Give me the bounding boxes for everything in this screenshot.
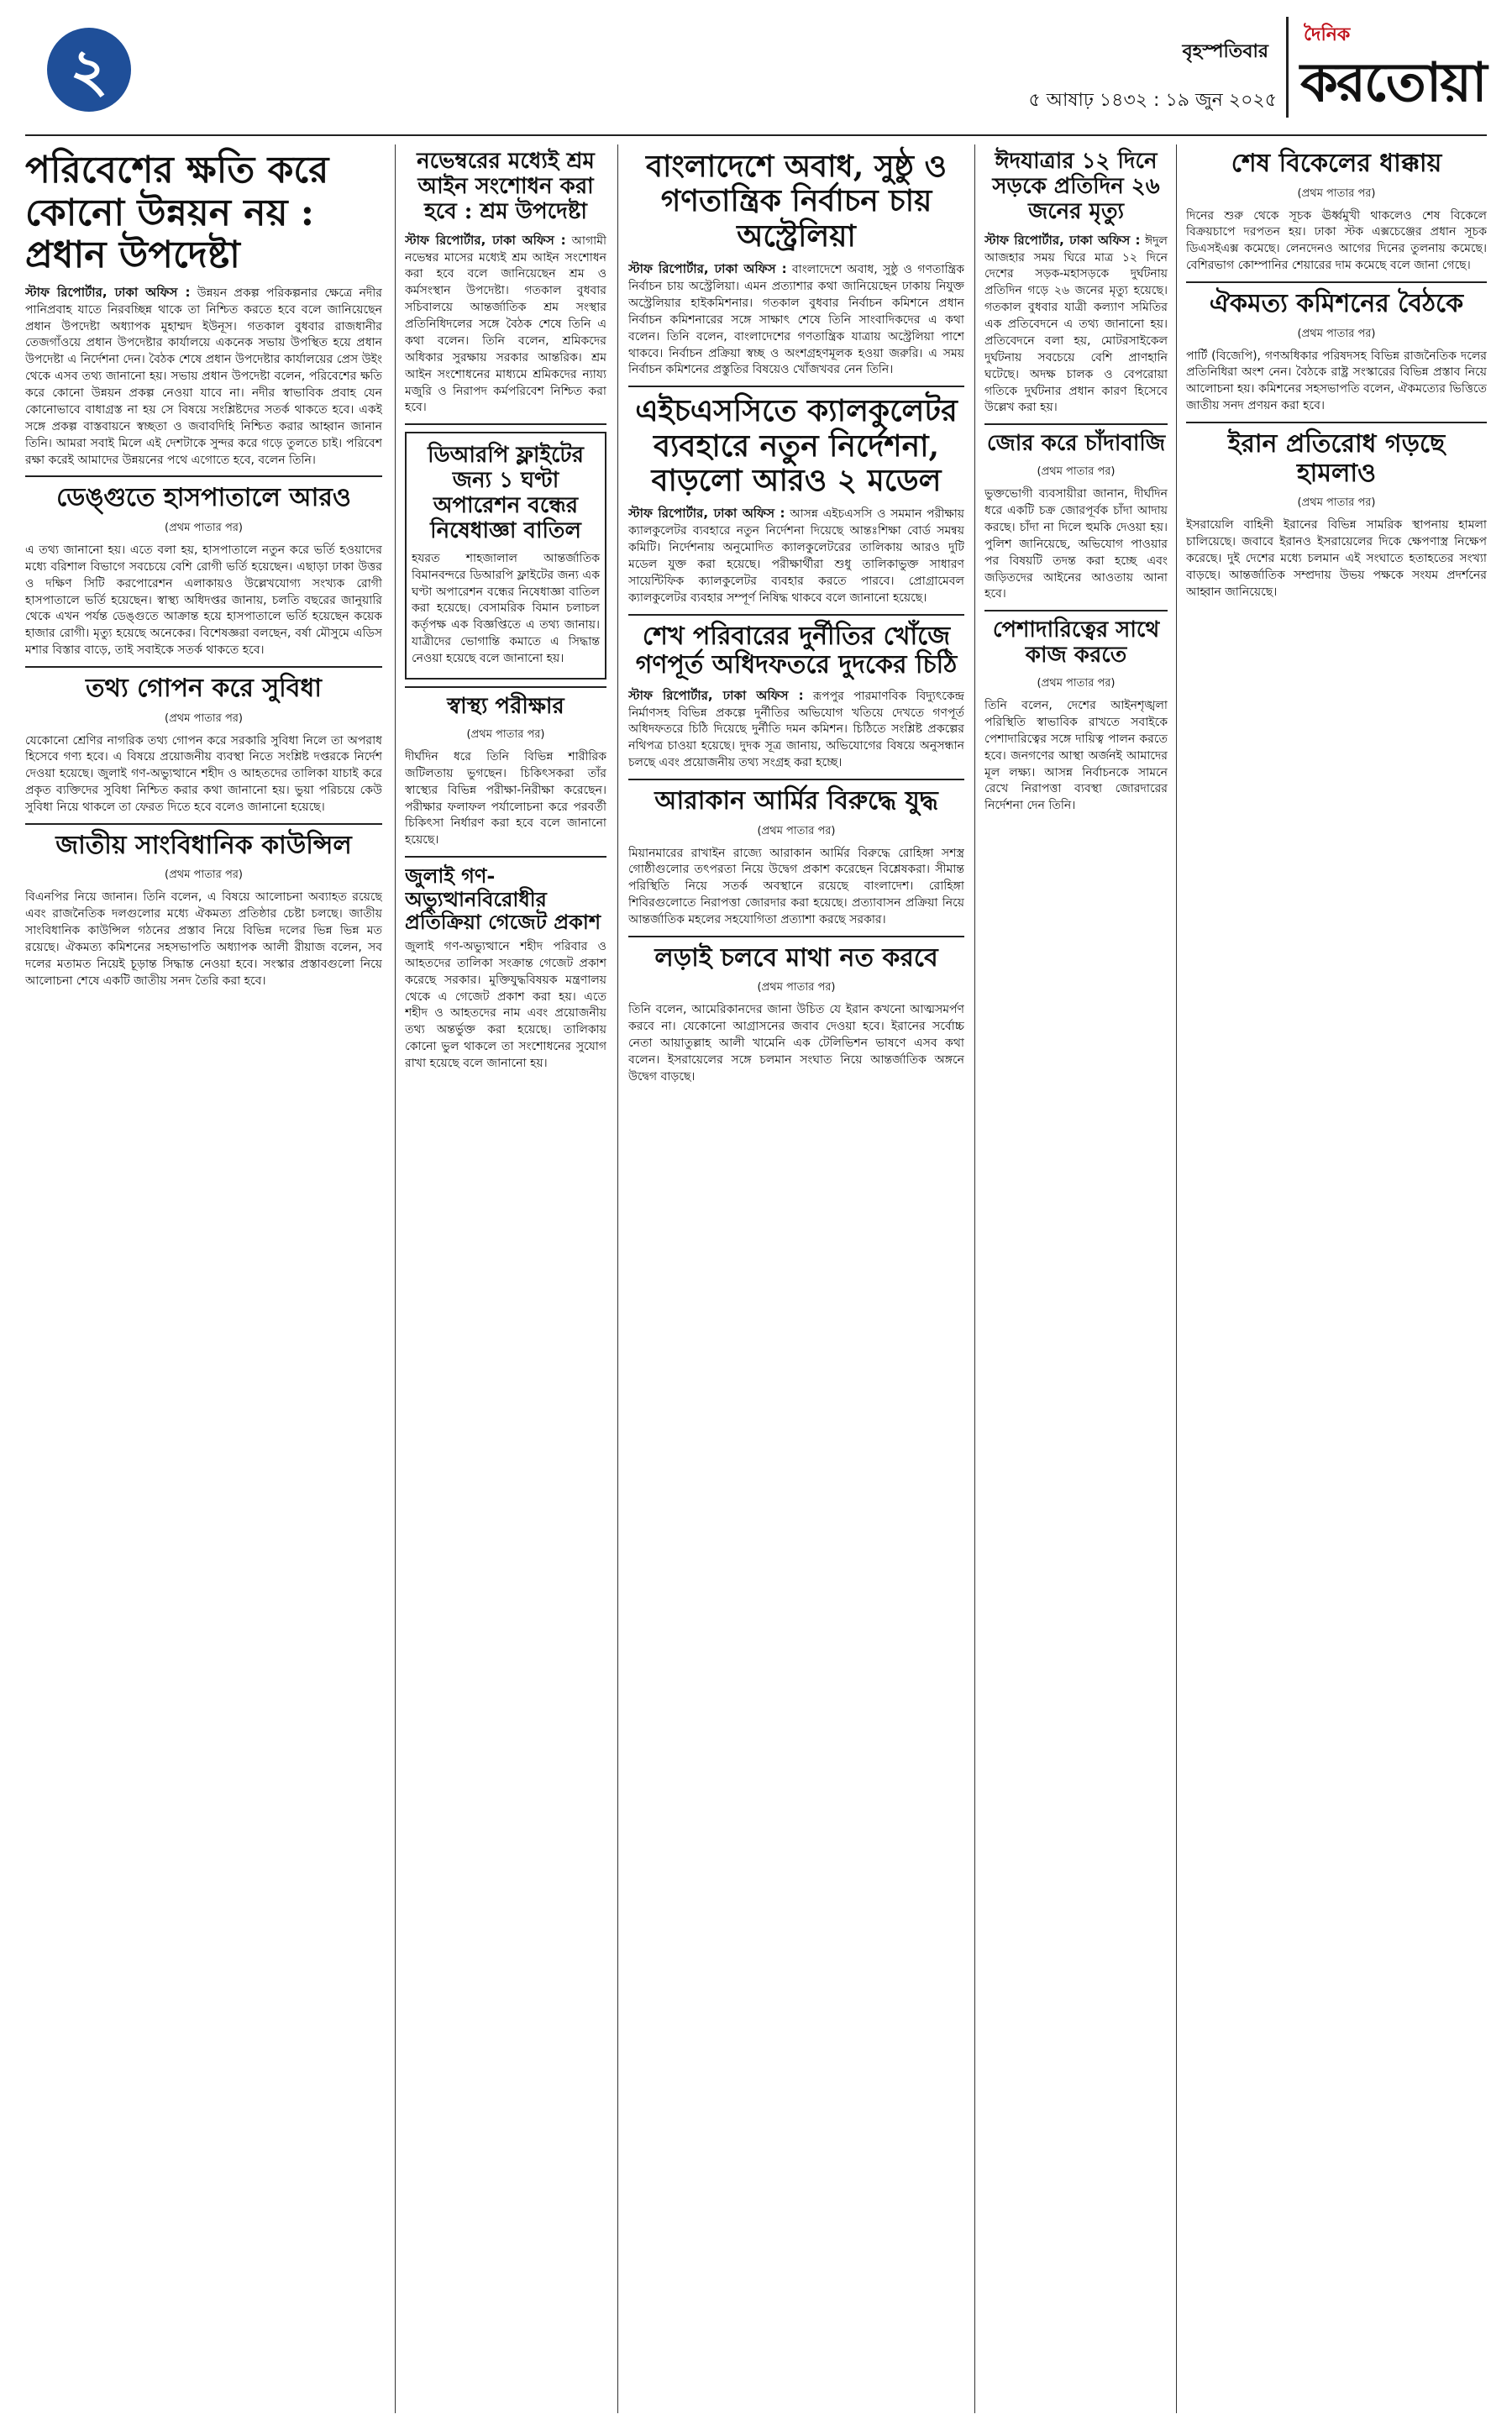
article-headline: ইরান প্রতিরোধ গড়ছে হামলাও	[1227, 429, 1446, 488]
article-body: এ তথ্য জানানো হয়। এতে বলা হয়, হাসপাতালে নতুন করে ভর্তি হওয়াদের মধ্যে বরিশাল বিভাগে সবচেয়ে বেশি রোগী ভর্তি হয়েছেন। এছাড়া ঢাকা উত্তর ও দক্ষিণ সিটি করপোরেশন এলাকায়ও উল্লেখযোগ্য সংখ্যক রোগী হাসপাতালে ভর্তি হয়েছেন। স্বাস্থ্য অধিদপ্তর জানায়, চলতি বছরের জানুয়ারি থেকে এখন পর্যন্ত ডেঙ্গুতে আক্রান্ত হয়ে হাসপাতালে ভর্তি হয়েছেন কয়েক হাজার রোগী। মৃত্যু হয়েছে অনেকের। বিশেষজ্ঞরা বলছেন, বর্ষা মৌসুমে এডিস মশার বিস্তার বাড়ে, তাই সবাইকে সতর্ক থাকতে হবে।	[25, 543, 382, 658]
page-number: ২	[70, 36, 108, 105]
body-text: আগামী নভেম্বর মাসের মধ্যেই শ্রম আইন সংশোধন করা হবে বলে জানিয়েছেন শ্রম ও কর্মসংস্থান উপদেষ্টা। গতকাল বুধবার সচিবালয়ে আন্তর্জাতিক শ্রম সংস্থার প্রতিনিধিদলের সঙ্গে বৈঠক শেষে তিনি এ কথা বলেন। তিনি বলেন, শ্রমিকদের অধিকার সুরক্ষায় সরকার আন্তরিক। শ্রম আইন সংশোধনের মাধ্যমে শ্রমিকদের ন্যায্য মজুরি ও নিরাপদ কর্মপরিবেশ নিশ্চিত করা হবে।	[405, 234, 606, 415]
article-headline: পরিবেশের ক্ষতি করে কোনো উন্নয়ন নয় : প্রধান উপদেষ্টা	[25, 149, 329, 277]
column-c	[628, 144, 964, 2413]
continued-label: (প্রথম পাতার পর)	[165, 711, 243, 725]
article	[628, 622, 964, 772]
body-text: রূপপুর পারমাণবিক বিদ্যুৎকেন্দ্র নির্মাণসহ বিভিন্ন প্রকল্পে দুর্নীতির অভিযোগ খতিয়ে দেখতে গণপূর্ত অধিদফতরে চিঠি দিয়েছে দুর্নীতি দমন কমিশন। চিঠিতে সংশ্লিষ্ট প্রকল্পের নথিপত্র চাওয়া হয়েছে। দুদক সূত্র জানায়, অভিযোগের বিষয়ে অনুসন্ধান চলছে এবং প্রয়োজনীয় তথ্য সংগ্রহ করা হচ্ছে।	[628, 689, 964, 770]
page-number-badge	[40, 24, 141, 116]
article-headline: স্বাস্থ্য পরীক্ষার	[447, 693, 564, 719]
byline: স্টাফ রিপোর্টার, ঢাকা অফিস :	[628, 261, 787, 277]
column-divider	[395, 144, 396, 2413]
article	[25, 832, 382, 990]
column-b	[405, 144, 606, 2413]
continued-label: (প্রথম পাতার পর)	[466, 727, 545, 741]
body-text: আসন্ন এইচএসসি ও সমমান পরীক্ষায় ক্যালকুলেটর ব্যবহারে নতুন নির্দেশনা দিয়েছে আন্তঃশিক্ষা বোর্ড সমন্বয় কমিটি। নির্দেশনায় অনুমোদিত ক্যালকুলেটরের তালিকায় আরও দুটি মডেল যুক্ত করা হয়েছে। পরীক্ষার্থীরা শুধু তালিকাভুক্ত সাধারণ সায়েন্টিফিক ক্যালকুলেটর ব্যবহার করতে পারবে। প্রোগ্রামেবল ক্যালকুলেটর ব্যবহার সম্পূর্ণ নিষিদ্ধ থাকবে বলে জানানো হয়েছে।	[628, 507, 964, 605]
article-body: ভুক্তভোগী ব্যবসায়ীরা জানান, দীর্ঘদিন ধরে একটি চক্র জোরপূর্বক চাঁদা আদায় করছে। চাঁদা না দিলে হুমকি দেওয়া হয়। পুলিশ জানিয়েছে, অভিযোগ পাওয়ার পর বিষয়টি তদন্ত করা হচ্ছে এবং জড়িতদের আইনের আওতায় আনা হবে।	[984, 487, 1168, 601]
article	[405, 432, 606, 680]
continued-label: (প্রথম পাতার পর)	[165, 869, 243, 882]
byline: স্টাফ রিপোর্টার, ঢাকা অফিস :	[984, 232, 1141, 248]
column-divider	[974, 144, 975, 2413]
article-body: দিনের শুরু থেকে সূচক ঊর্ধ্বমুখী থাকলেও শেষ বিকেলে বিক্রয়চাপে দরপতন হয়। ঢাকা স্টক এক্সচেঞ্জের প্রধান সূচক ডিএসইএক্স কমেছে। লেনদেনও আগের দিনের তুলনায় কমেছে। বেশিরভাগ কোম্পানির শেয়ারের দাম কমেছে বলে জানা গেছে।	[1186, 208, 1487, 273]
body-text: ঈদুল আজহার সময় ঘিরে মাত্র ১২ দিনে দেশের সড়ক-মহাসড়কে দুর্ঘটনায় প্রতিদিন গড়ে ২৬ জনের মৃত্যু হয়েছে। গতকাল বুধবার যাত্রী কল্যাণ সমিতির এক প্রতিবেদনে এ তথ্য জানানো হয়। প্রতিবেদনে বলা হয়, মোটরসাইকেল দুর্ঘটনায় সবচেয়ে বেশি প্রাণহানি ঘটেছে। অদক্ষ চালক ও বেপরোয়া গতিকে দুর্ঘটনার প্রধান কারণ হিসেবে উল্লেখ করা হয়।	[984, 234, 1168, 415]
article-headline: পেশাদারিত্বের সাথে কাজ করতে	[992, 617, 1160, 669]
divider	[405, 856, 606, 858]
byline: স্টাফ রিপোর্টার, ঢাকা অফিস :	[25, 284, 191, 300]
article	[25, 674, 382, 816]
article-headline: আরাকান আর্মির বিরুদ্ধে যুদ্ধ	[654, 786, 938, 816]
continued-label: (প্রথম পাতার পর)	[1037, 677, 1116, 690]
continued-label: (প্রথম পাতার পর)	[757, 824, 836, 837]
article	[984, 432, 1168, 603]
article-body: জুলাই গণ-অভ্যুত্থানে শহীদ পরিবার ও আহতদের তালিকা সংক্রান্ত গেজেট প্রকাশ করেছে সরকার। মুক্তিযুদ্ধবিষয়ক মন্ত্রণালয় থেকে এ গেজেট প্রকাশ করা হয়। এতে শহীদ ও আহতদের নাম এবং প্রয়োজনীয় তথ্য অন্তর্ভুক্ত করা হয়েছে। তালিকায় কোনো ভুল থাকলে তা সংশোধনের সুযোগ রাখা হয়েছে বলে জানানো হয়।	[405, 939, 606, 1071]
article-headline: বাংলাদেশে অবাধ, সুষ্ঠু ও গণতান্ত্রিক নির্বাচন চায় অস্ট্রেলিয়া	[645, 149, 948, 254]
article-headline: তথ্য গোপন করে সুবিধা	[86, 674, 322, 704]
article	[984, 150, 1168, 417]
article-body	[405, 232, 606, 417]
continued-label: (প্রথম পাতার পর)	[1037, 465, 1116, 479]
article	[628, 150, 964, 379]
body-text: উন্নয়ন প্রকল্প পরিকল্পনার ক্ষেত্রে নদীর পানিপ্রবাহ যাতে নিরবচ্ছিন্ন থাকে তা নিশ্চিত করতে হবে বলে জানিয়েছেন প্রধান উপদেষ্টা অধ্যাপক মুহাম্মদ ইউনূস। গতকাল বুধবার রাজধানীর তেজগাঁওয়ে প্রধান উপদেষ্টার কার্যালয়ে একনেক সভায় উপস্থিত হয়ে প্রধান উপদেষ্টা এ নির্দেশনা দেন। বৈঠক শেষে প্রধান উপদেষ্টার কার্যালয়ের প্রেস উইং থেকে এসব তথ্য জানানো হয়। সভায় প্রধান উপদেষ্টা বলেন, পরিবেশের ক্ষতি করে কোনো উন্নয়ন প্রকল্প নেওয়া যাবে না। নদীর স্বাভাবিক প্রবাহ যেন কোনোভাবে বাধাগ্রস্ত না হয় সে বিষয়ে সংশ্লিষ্টদের সতর্ক থাকতে হবে। একই সঙ্গে প্রকল্প বাস্তবায়নে স্বচ্ছতা ও জবাবদিহি নিশ্চিত করার আহ্বান জানান তিনি। আমরা সবাই মিলে এই দেশটাকে সুন্দর করে গড়ে তুলতে চাই। পরিবেশ রক্ষা করেই আমাদের উন্নয়নের পথে এগোতে হবে, বলেন তিনি।	[25, 286, 382, 467]
body-text: বাংলাদেশে অবাধ, সুষ্ঠু ও গণতান্ত্রিক নির্বাচন চায় অস্ট্রেলিয়া। এমন প্রত্যাশার কথা জানিয়েছেন ঢাকায় নিযুক্ত অস্ট্রেলিয়ার হাইকমিশনার। গতকাল বুধবার নির্বাচন কমিশনে প্রধান নির্বাচন কমিশনারের সঙ্গে সাক্ষাৎ শেষে তিনি সাংবাদিকদের এ কথা বলেন। তিনি বলেন, বাংলাদেশের গণতান্ত্রিক যাত্রায় অস্ট্রেলিয়া পাশে থাকবে। নির্বাচন প্রক্রিয়া স্বচ্ছ ও অংশগ্রহণমূলক হওয়া জরুরি। এ সময় নির্বাচন কমিশনের প্রস্তুতির বিষয়েও খোঁজখবর নেন তিনি।	[628, 263, 964, 377]
article-headline: ঐকমত্য কমিশনের বৈঠকে	[1209, 289, 1464, 318]
divider	[984, 610, 1168, 611]
article-body: হযরত শাহজালাল আন্তর্জাতিক বিমানবন্দরে ডিআরপি ফ্লাইটের জন্য এক ঘণ্টা অপারেশন বন্ধের নিষেধাজ্ঞা বাতিল করা হয়েছে। বেসামরিক বিমান চলাচল কর্তৃপক্ষ এক বিজ্ঞপ্তিতে এ তথ্য জানায়। যাত্রীদের ভোগান্তি কমাতে এ সিদ্ধান্ত নেওয়া হয়েছে বলে জানানো হয়।	[412, 551, 600, 666]
article	[25, 484, 382, 659]
divider	[1186, 281, 1487, 283]
article-body: বিএনপির নিয়ে জানান। তিনি বলেন, এ বিষয়ে আলোচনা অব্যাহত রয়েছে এবং রাজনৈতিক দলগুলোর মধ্যে ঐকমত্য প্রতিষ্ঠার চেষ্টা চলছে। জাতীয় সাংবিধানিক কাউন্সিল গঠনের প্রস্তাব নিয়ে বিভিন্ন দলের ভিন্ন ভিন্ন মত রয়েছে। ঐকমত্য কমিশনের সহসভাপতি অধ্যাপক আলী রীয়াজ বলেন, সব দলের মতামত নিয়েই চূড়ান্ত সিদ্ধান্ত নেওয়া হবে। সংস্কার প্রস্তাবগুলো নিয়ে আলোচনা শেষে একটি জাতীয় সনদ তৈরি করা হবে।	[25, 890, 382, 988]
byline: স্টাফ রিপোর্টার, ঢাকা অফিস :	[405, 232, 566, 248]
article-body: পার্টি (বিজেপি), গণঅধিকার পরিষদসহ বিভিন্ন রাজনৈতিক দলের প্রতিনিধিরা অংশ নেন। বৈঠকে রাষ্ট্র সংস্কারের বিভিন্ন প্রস্তাব নিয়ে আলোচনা হয়। কমিশনের সহসভাপতি বলেন, ঐকমত্যের ভিত্তিতে জাতীয় সনদ প্রণয়ন করা হবে।	[1186, 349, 1487, 413]
article-headline: শেখ পরিবারের দুর্নীতির খোঁজে গণপূর্ত অধিদফতরে দুদকের চিঠি	[635, 621, 958, 680]
divider	[628, 936, 964, 937]
article-body: যেকোনো শ্রেণির নাগরিক তথ্য গোপন করে সরকারি সুবিধা নিলে তা অপরাধ হিসেবে গণ্য হবে। এ বিষয়ে প্রয়োজনীয় ব্যবস্থা নিতে সংশ্লিষ্ট দপ্তরকে নির্দেশ দেওয়া হয়েছে। জুলাই গণ-অভ্যুত্থানে শহীদ ও আহতদের তালিকা যাচাই করে প্রকৃত ব্যক্তিদের সুবিধা নিশ্চিত করার কথা জানানো হয়। ভুয়া পরিচয়ে কেউ সুবিধা নিয়ে থাকলে তা ফেরত দিতে হবে বলেও জানানো হয়েছে।	[25, 733, 382, 815]
article-body	[25, 284, 382, 470]
article-body	[628, 687, 964, 772]
article-headline: ডিআরপি ফ্লাইটের জন্য ১ ঘণ্টা অপারেশন বন্ধের নিষেধাজ্ঞা বাতিল	[428, 443, 584, 543]
article-body: মিয়ানমারের রাখাইন রাজ্যে আরাকান আর্মির বিরুদ্ধে রোহিঙ্গা সশস্ত্র গোষ্ঠীগুলোর তৎপরতা নিয়ে উদ্বেগ প্রকাশ করেছেন বিশ্লেষকরা। সীমান্ত পরিস্থিতি নিয়ে সতর্ক অবস্থানে রয়েছে বাংলাদেশ। রোহিঙ্গা শিবিরগুলোতে নিরাপত্তা জোরদার করা হয়েছে। প্রত্যাবাসন প্রক্রিয়া নিয়ে আন্তর্জাতিক মহলের সহযোগিতা প্রত্যাশা করছে সরকার।	[628, 846, 964, 927]
article-headline: জাতীয় সাংবিধানিক কাউন্সিল	[55, 830, 352, 860]
column-divider	[1176, 144, 1177, 2413]
article	[405, 695, 606, 849]
article	[405, 150, 606, 417]
article	[1186, 290, 1487, 415]
divider	[628, 614, 964, 616]
divider	[984, 423, 1168, 425]
article-body	[628, 505, 964, 606]
article-headline: ঈদযাত্রার ১২ দিনে সড়কে প্রতিদিন ২৬ জনের মৃত্যু	[992, 149, 1160, 224]
continued-label: (প্রথম পাতার পর)	[165, 521, 243, 534]
divider	[1186, 422, 1487, 423]
column-a	[25, 144, 382, 2413]
divider	[25, 666, 382, 668]
continued-label: (প্রথম পাতার পর)	[1297, 496, 1376, 509]
article-body: তিনি বলেন, দেশের আইনশৃঙ্খলা পরিস্থিতি স্বাভাবিক রাখতে সবাইকে পেশাদারিত্বের সঙ্গে দায়িত্ব পালন করতে হবে। জনগণের আস্থা অর্জনই আমাদের মূল লক্ষ্য। আসন্ন নির্বাচনকে সামনে রেখে নিরাপত্তা ব্যবস্থা জোরদারের নির্দেশনা দেন তিনি।	[984, 699, 1168, 813]
divider	[25, 823, 382, 825]
continued-label: (প্রথম পাতার পর)	[1297, 186, 1376, 200]
byline: স্টাফ রিপোর্টার, ঢাকা অফিস :	[628, 506, 785, 522]
article	[628, 787, 964, 929]
article-body	[628, 260, 964, 379]
issue-date: ৫ আষাঢ় ১৪৩২ : ১৯ জুন ২০২৫	[1028, 90, 1277, 111]
divider	[405, 686, 606, 688]
article-headline: নভেম্বরের মধ্যেই শ্রম আইন সংশোধন করা হবে : শ্রম উপদেষ্টা	[417, 149, 595, 224]
continued-label: (প্রথম পাতার পর)	[1297, 327, 1376, 340]
article	[1186, 430, 1487, 601]
newspaper-logo	[1286, 17, 1486, 118]
article-headline: ডেঙ্গুতে হাসপাতালে আরও	[56, 483, 351, 513]
byline: স্টাফ রিপোর্টার, ঢাকা অফিস :	[628, 687, 804, 703]
article-headline: জুলাই গণ-অভ্যুত্থানবিরোধীর প্রতিক্রিয়া গেজেট প্রকাশ	[405, 863, 601, 935]
article-headline: এইচএসসিতে ক্যালকুলেটর ব্যবহারে নতুন নির্দেশনা, বাড়লো আরও ২ মডেল	[635, 393, 958, 499]
article	[1186, 150, 1487, 275]
logo-small: দৈনিক	[1304, 24, 1351, 45]
article-headline: লড়াই চলবে মাথা নত করবে	[654, 942, 938, 973]
article	[405, 864, 606, 1073]
article-headline: জোর করে চাঁদাবাজি	[986, 431, 1166, 457]
divider	[628, 779, 964, 780]
article	[628, 944, 964, 1086]
article	[628, 394, 964, 606]
article	[984, 618, 1168, 815]
divider	[25, 475, 382, 477]
article-body: ইসরায়েলি বাহিনী ইরানের বিভিন্ন সামরিক স্থাপনায় হামলা চালিয়েছে। জবাবে ইরানও ইসরায়েলের দিকে ক্ষেপণাস্ত্র নিক্ষেপ করেছে। দুই দেশের মধ্যে চলমান এই সংঘাতে হতাহতের সংখ্যা বাড়ছে। আন্তর্জাতিক সম্প্রদায় উভয় পক্ষকে সংযম প্রদর্শনের আহ্বান জানিয়েছে।	[1186, 518, 1487, 599]
article-body: দীর্ঘদিন ধরে তিনি বিভিন্ন শারীরিক জটিলতায় ভুগছেন। চিকিৎসকরা তাঁর স্বাস্থ্যের বিভিন্ন পরীক্ষা-নিরীক্ষা করেছেন। পরীক্ষার ফলাফল পর্যালোচনা করে পরবর্তী চিকিৎসা নির্ধারণ করা হবে বলে জানানো হয়েছে।	[405, 749, 606, 848]
article-body: তিনি বলেন, আমেরিকানদের জানা উচিত যে ইরান কখনো আত্মসমর্পণ করবে না। যেকোনো আগ্রাসনের জবাব দেওয়া হবে। ইরানের সর্বোচ্চ নেতা আয়াতুল্লাহ আলী খামেনি এক টেলিভিশন ভাষণে এসব কথা বলেন। ইসরায়েলের সঙ্গে চলমান সংঘাত নিয়ে আন্তর্জাতিক অঙ্গনে উদ্বেগ বাড়ছে।	[628, 1003, 964, 1084]
article-headline: শেষ বিকেলের ধাক্কায়	[1231, 149, 1442, 178]
masthead	[25, 8, 1487, 136]
article-body	[984, 232, 1168, 417]
issue-day: বৃহস্পতিবার	[1182, 41, 1268, 62]
column-divider	[617, 144, 618, 2413]
logo-big: করতোয়া	[1300, 52, 1486, 114]
divider	[628, 386, 964, 387]
column-e	[1186, 144, 1487, 2413]
continued-label: (প্রথম পাতার পর)	[757, 981, 836, 995]
column-d	[984, 144, 1168, 2413]
article	[25, 150, 382, 469]
divider	[405, 423, 606, 425]
